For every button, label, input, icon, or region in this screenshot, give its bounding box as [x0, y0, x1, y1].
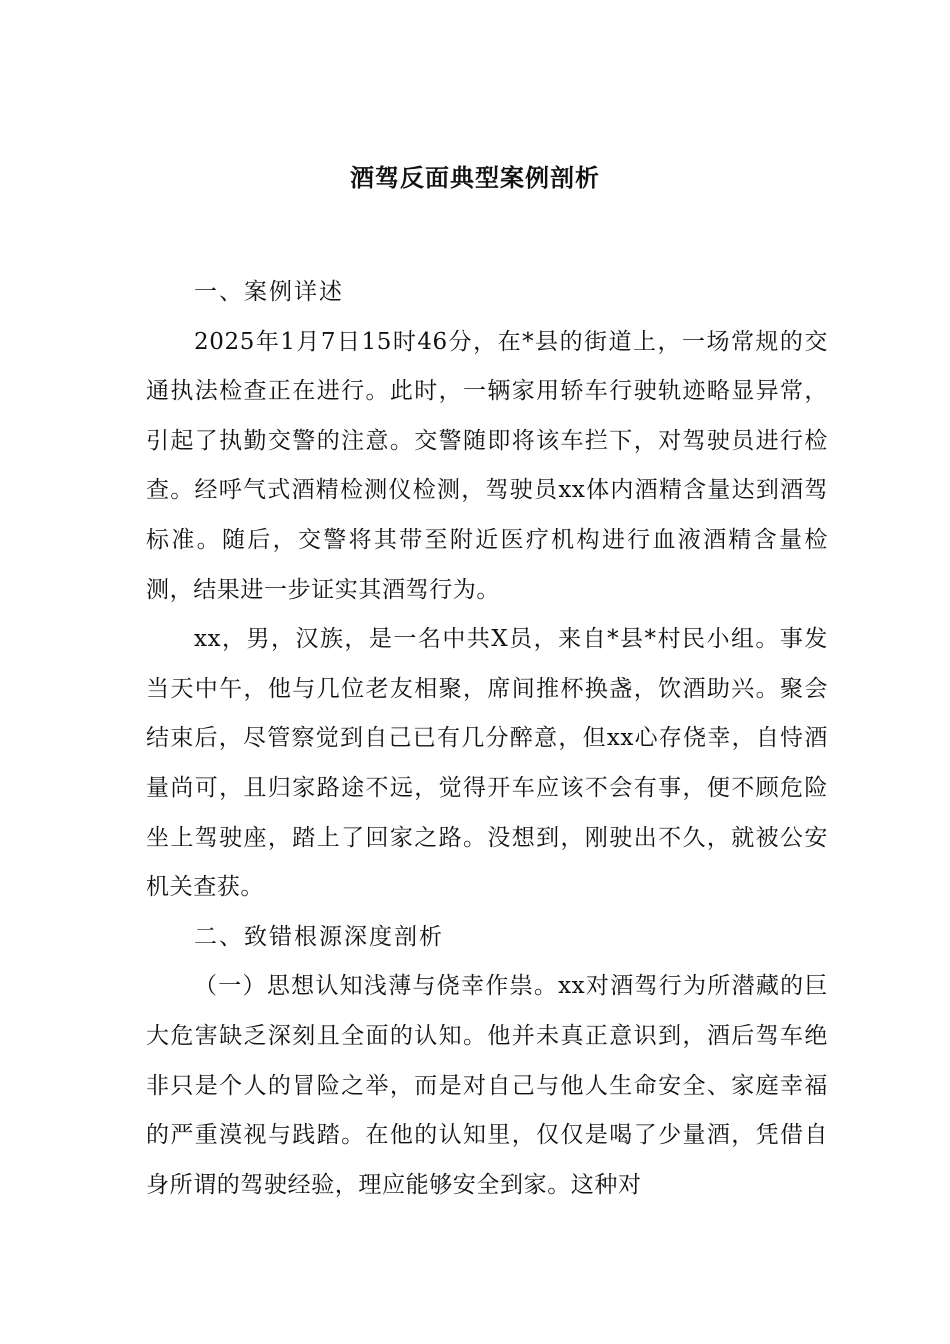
section-heading-case-details: 一、案例详述 [194, 279, 344, 305]
section-heading-root-cause-analysis: 二、致错根源深度剖析 [194, 923, 444, 950]
paragraph-person-background: xx，男，汉族，是一名中共X员，来自*县*村民小组。事发当天中午，他与几位老友相聚，席间推杯换盏，饮酒助兴。聚会结束后，尽管察觉到自己已有几分醉意，但xx心存侥幸，自恃酒量尚可，且归家路途不远，觉得开车应该不会有事，便不顾危险坐上驾驶座，踏上了回家之路。没想到，刚驶出不久，就被公安机关查获。 [146, 626, 828, 901]
paragraph-cause-one: （一）思想认知浅薄与侥幸作祟。xx对酒驾行为所潜藏的巨大危害缺乏深刻且全面的认知。他并未真正意识到，酒后驾车绝非只是个人的冒险之举，而是对自己与他人生命安全、家庭幸福的严重漠视与践踏。在他的认知里，仅仅是喝了少量酒，凭借自身所谓的驾驶经验，理应能够安全到家。这种对 [146, 973, 828, 1198]
paragraph-case-event: 2025年1月7日15时46分，在*县的街道上，一场常规的交通执法检查正在进行。此时，一辆家用轿车行驶轨迹略显异常，引起了执勤交警的注意。交警随即将该车拦下，对驾驶员进行检查。经呼气式酒精检测仪检测，驾驶员xx体内酒精含量达到酒驾标准。随后，交警将其带至附近医疗机构进行血液酒精含量检测，结果进一步证实其酒驾行为。 [146, 328, 828, 603]
document-body [146, 268, 828, 1210]
document-title: 酒驾反面典型案例剖析 [350, 163, 600, 192]
